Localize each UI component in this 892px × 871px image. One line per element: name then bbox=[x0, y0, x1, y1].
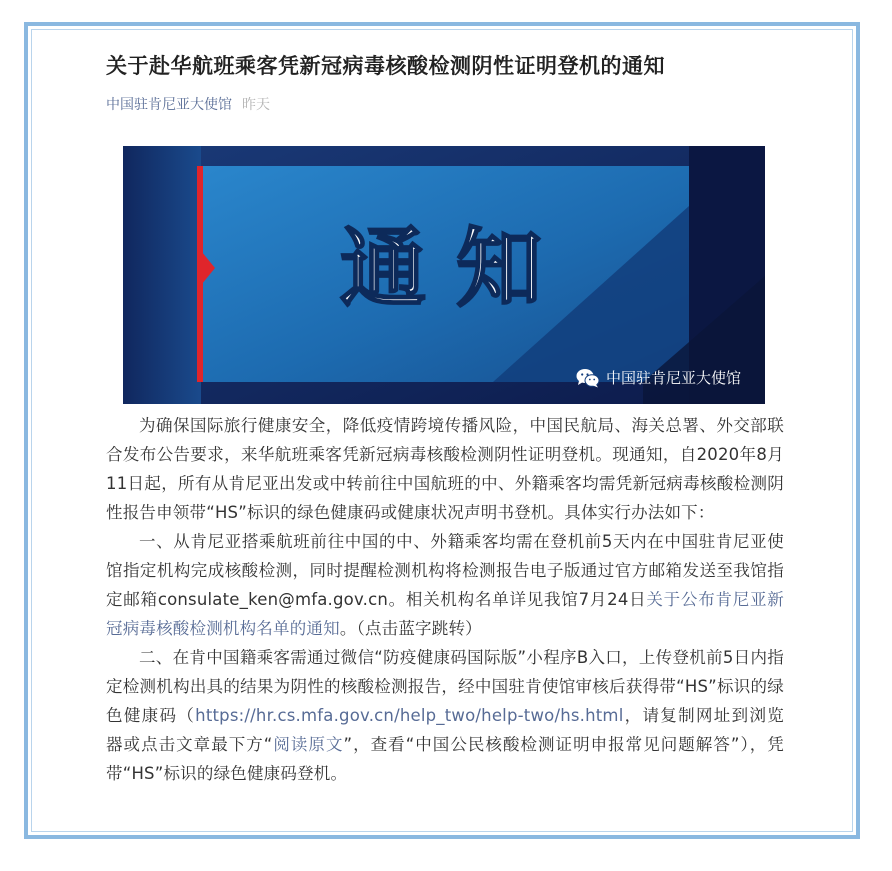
banner-heading: 通 知 bbox=[340, 219, 542, 319]
article-body bbox=[106, 411, 784, 788]
banner-caption-text: 中国驻肯尼亚大使馆 bbox=[605, 369, 741, 387]
notice-banner bbox=[123, 146, 765, 404]
wechat-icon bbox=[576, 368, 600, 388]
article-meta bbox=[106, 95, 270, 115]
publish-date: 昨天 bbox=[242, 97, 270, 113]
hs-help-url-link[interactable]: https://hr.cs.mfa.gov.cn/help_two/help-two/hs.html bbox=[195, 706, 624, 725]
author-link[interactable]: 中国驻肯尼亚大使馆 bbox=[106, 97, 232, 113]
banner-graphic bbox=[123, 146, 765, 404]
agency-list-link[interactable]: 关于公布肯尼亚新冠病毒核酸检测机构名单的通知 bbox=[106, 590, 784, 638]
article-title: 关于赴华航班乘客凭新冠病毒核酸检测阴性证明登机的通知 bbox=[106, 54, 665, 78]
paragraph-intro: 为确保国际旅行健康安全，降低疫情跨境传播风险，中国民航局、海关总署、外交部联合发布公告要求，来华航班乘客凭新冠病毒核酸检测阴性证明登机。现通知，自2020年8月11日起，所有从肯尼亚出发或中转前往中国航班的中、外籍乘客均需凭新冠病毒核酸检测阴性报告申领带“HS”标识的绿色健康码或健康状况声明书登机。具体实行办法如下： bbox=[106, 416, 784, 522]
paragraph-item-1: 一、从肯尼亚搭乘航班前往中国的中、外籍乘客均需在登机前5天内在中国驻肯尼亚使馆指定机构完成核酸检测，同时提醒检测机构将检测报告电子版通过官方邮箱发送至我馆指定邮箱consulate_ken@mfa.gov.cn。相关机构名单详见我馆7月24日关于公布肯尼亚新冠病毒核酸检测机构名单的通知。（点击蓝字跳转） bbox=[106, 532, 784, 638]
banner-caption bbox=[576, 368, 741, 388]
paragraph-item-2: 二、在肯中国籍乘客需通过微信“防疫健康码国际版”小程序B入口，上传登机前5日内指定检测机构出具的结果为阴性的核酸检测报告，经中国驻肯使馆审核后获得带“HS”标识的绿色健康码（https://hr.cs.mfa.gov.cn/help_two/help-two/hs.html，请复制网址到浏览器或点击文章最下方“阅读原文”，查看“中国公民核酸检测证明申报常见问题解答”），凭带“HS”标识的绿色健康码登机。 bbox=[106, 648, 784, 783]
read-original-link[interactable]: 阅读原文 bbox=[272, 735, 344, 754]
